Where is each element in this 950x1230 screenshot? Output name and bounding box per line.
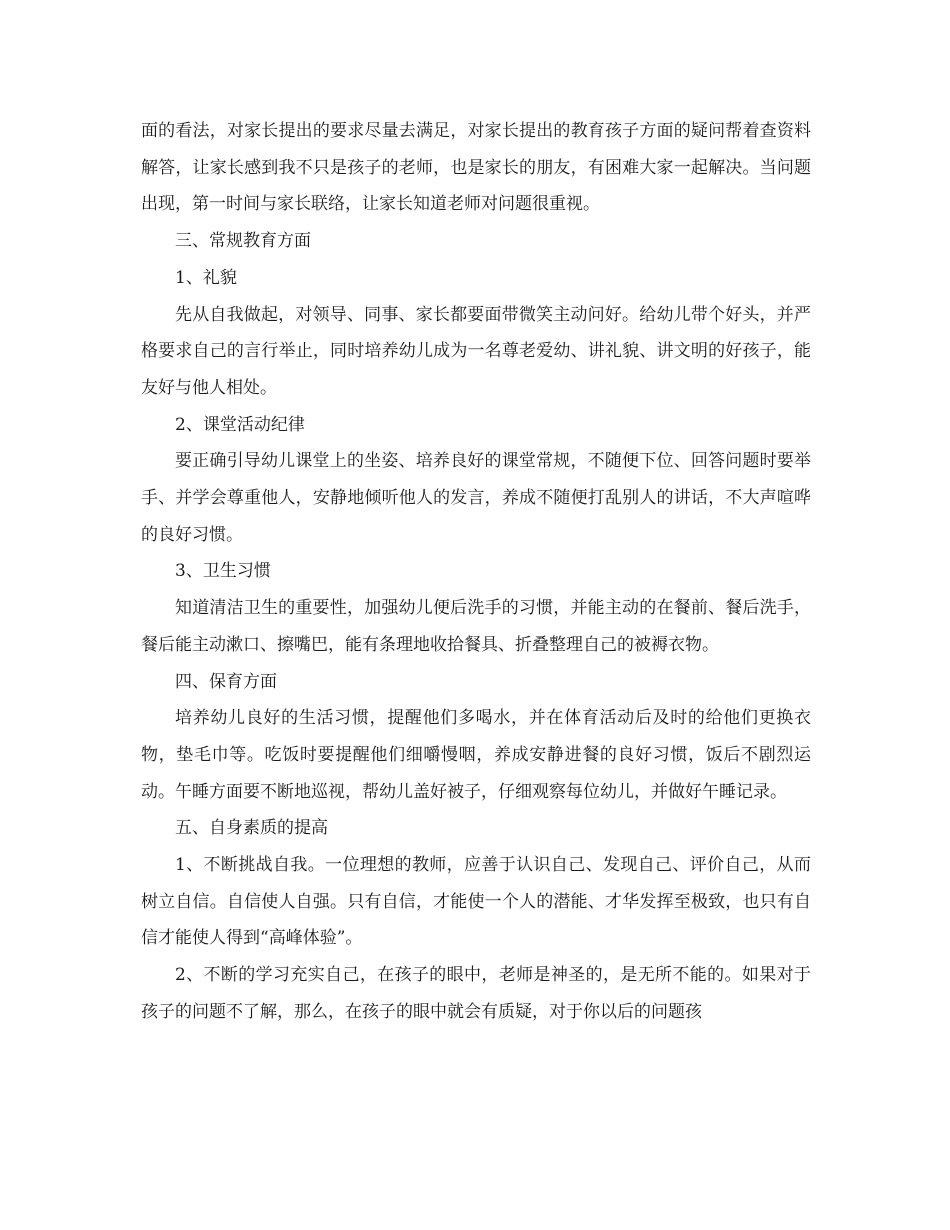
body-paragraph: 先从自我做起，对领导、同事、家长都要面带微笑主动问好。给幼儿带个好头，并严格要求自己的言行举止，同时培养幼儿成为一名尊老爱幼、讲礼貌、讲文明的好孩子，能友好与他人相处。 bbox=[141, 304, 811, 398]
body-paragraph: 知道清洁卫生的重要性，加强幼儿便后洗手的习惯，并能主动的在餐前、餐后洗手，餐后能主动漱口、擦嘴巴，能有条理地收拾餐具、折叠整理自己的被褥衣物。 bbox=[141, 598, 811, 655]
subsection-heading: 1、礼貌 bbox=[175, 267, 237, 288]
body-paragraph: 2、不断的学习充实自己，在孩子的眼中，老师是神圣的，是无所不能的。如果对于孩子的问题不了解，那么，在孩子的眼中就会有质疑，对于你以后的问题孩 bbox=[141, 965, 811, 1022]
body-paragraph: 面的看法，对家长提出的要求尽量去满足，对家长提出的教育孩子方面的疑问帮着查资料解答，让家长感到我不只是孩子的老师，也是家长的朋友，有困难大家一起解决。当问题出现，第一时间与家长联络，让家长知道老师对问题很重视。 bbox=[141, 121, 811, 215]
section-heading: 四、保育方面 bbox=[175, 671, 277, 692]
section-heading: 五、自身素质的提高 bbox=[175, 818, 328, 839]
subsection-heading: 3、卫生习惯 bbox=[175, 561, 271, 582]
body-paragraph: 要正确引导幼儿课堂上的坐姿、培养良好的课堂常规，不随便下位、回答问题时要举手、并学会尊重他人，安静地倾听他人的发言，养成不随便打乱别人的讲话，不大声喧哗的良好习惯。 bbox=[141, 451, 811, 545]
body-paragraph: 1、不断挑战自我。一位理想的教师，应善于认识自己、发现自己、评价自己，从而树立自信。自信使人自强。只有自信，才能使一个人的潜能、才华发挥至极致，也只有自信才能使人得到“高峰体验”。 bbox=[141, 855, 811, 949]
document-page bbox=[141, 113, 811, 1031]
subsection-heading: 2、课堂活动纪律 bbox=[175, 414, 305, 435]
section-heading: 三、常规教育方面 bbox=[175, 231, 311, 252]
body-paragraph: 培养幼儿良好的生活习惯，提醒他们多喝水，并在体育活动后及时的给他们更换衣物，垫毛巾等。吃饭时要提醒他们细嚼慢咽，养成安静进餐的良好习惯，饭后不剧烈运动。午睡方面要不断地巡视，帮幼儿盖好被子，仔细观察每位幼儿，并做好午睡记录。 bbox=[141, 708, 811, 802]
